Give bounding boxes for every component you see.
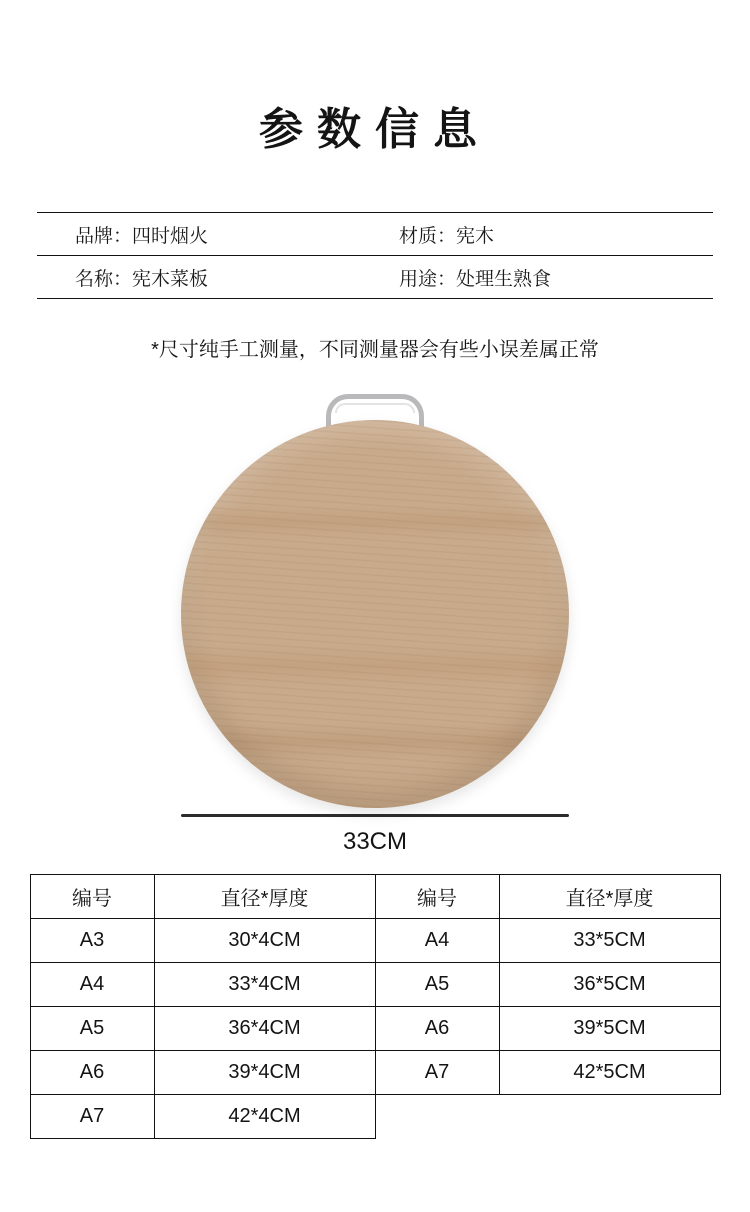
- size-cell: 36*5CM: [499, 963, 720, 1007]
- size-cell: 36*4CM: [154, 1007, 375, 1051]
- size-cell: A5: [375, 963, 499, 1007]
- board-band: [181, 505, 569, 540]
- size-cell: A7: [30, 1095, 154, 1139]
- size-cell: A4: [375, 919, 499, 963]
- size-cell: A5: [30, 1007, 154, 1051]
- size-table: [30, 874, 721, 1139]
- size-cell: A4: [30, 963, 154, 1007]
- size-header-3: 直径*厚度: [499, 875, 720, 919]
- spec-usage: 用途：处理生熟食: [375, 256, 713, 299]
- measure-label: 33CM: [342, 828, 408, 855]
- spec-material: 材质：宪木: [375, 213, 713, 256]
- product-image: [0, 386, 750, 856]
- spec-name: 名称：宪木菜板: [37, 256, 375, 299]
- size-cell: 42*4CM: [154, 1095, 375, 1139]
- board-texture: [181, 420, 569, 808]
- table-row: [30, 1051, 720, 1095]
- table-row: [37, 256, 713, 299]
- table-row: [30, 919, 720, 963]
- measure-line: [181, 814, 569, 817]
- table-header-row: [30, 875, 720, 919]
- size-cell: 39*5CM: [499, 1007, 720, 1051]
- cutting-board: [181, 420, 569, 808]
- size-cell-empty: [499, 1095, 720, 1139]
- page-title: 参数信息: [259, 105, 491, 154]
- size-cell-empty: [375, 1095, 499, 1139]
- table-row: [30, 963, 720, 1007]
- board-band: [181, 645, 569, 688]
- size-cell: A7: [375, 1051, 499, 1095]
- size-header-1: 直径*厚度: [154, 875, 375, 919]
- size-cell: 30*4CM: [154, 919, 375, 963]
- size-cell: 42*5CM: [499, 1051, 720, 1095]
- spec-table: [37, 212, 713, 299]
- size-cell: 39*4CM: [154, 1051, 375, 1095]
- size-cell: A6: [375, 1007, 499, 1051]
- spec-brand: 品牌：四时烟火: [37, 213, 375, 256]
- size-cell: A6: [30, 1051, 154, 1095]
- size-header-0: 编号: [30, 875, 154, 919]
- size-cell: A3: [30, 919, 154, 963]
- size-header-2: 编号: [375, 875, 499, 919]
- table-row: [30, 1007, 720, 1051]
- measurement-note: *尺寸纯手工测量，不同测量器会有些小误差属正常: [151, 339, 599, 361]
- size-cell: 33*5CM: [499, 919, 720, 963]
- size-cell: 33*4CM: [154, 963, 375, 1007]
- table-row: [37, 213, 713, 256]
- table-row: [30, 1095, 720, 1139]
- board-band: [181, 723, 569, 762]
